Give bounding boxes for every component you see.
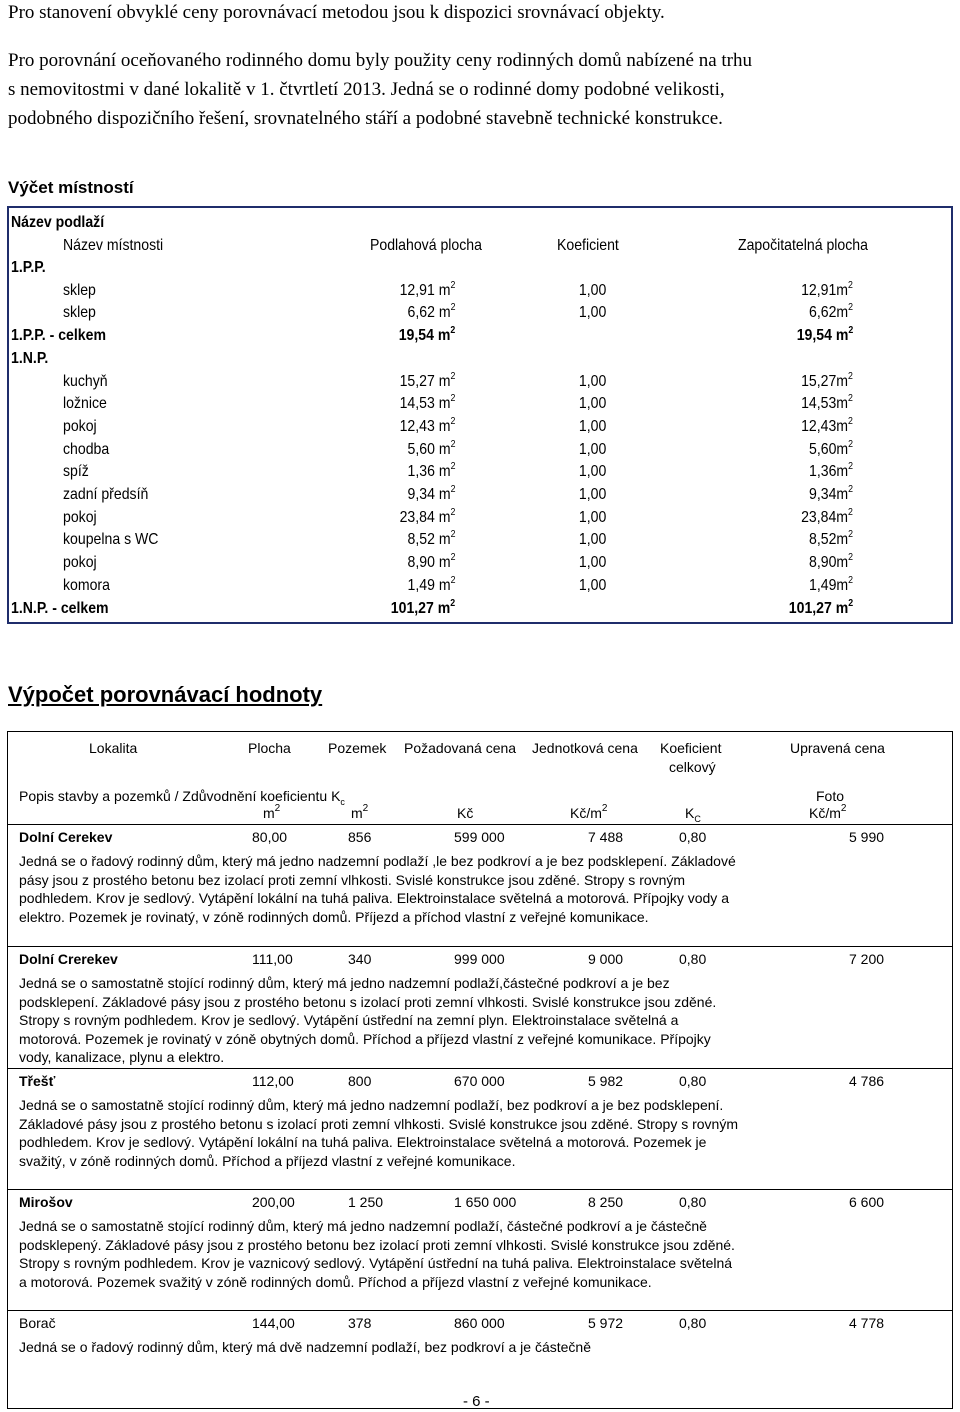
exponent: 2 — [848, 438, 853, 450]
room-coefficient: 1,00 — [578, 554, 607, 572]
value: 15,27 m — [399, 372, 451, 390]
room-counted-area — [809, 304, 853, 322]
col-plocha: Plocha — [248, 740, 291, 756]
exponent: 2 — [450, 574, 455, 586]
room-area — [399, 279, 455, 300]
row-divider — [8, 1189, 952, 1190]
exponent: 2 — [848, 484, 853, 495]
unit-kcm-jednotkova: $Kč/m^2$ — [570, 803, 608, 821]
floor-header: Název podlaží — [11, 214, 105, 231]
value: 19,54 m — [796, 327, 849, 345]
room-area — [399, 395, 455, 413]
value: 9,34 m — [407, 486, 451, 503]
unit-kc: Kč — [457, 805, 474, 821]
value: 19,54 m — [398, 327, 451, 345]
value: 15,27m — [801, 372, 849, 390]
col-foto: Foto — [816, 788, 845, 804]
exponent: 2 — [450, 552, 455, 564]
room-area — [399, 370, 455, 391]
rooms-table — [7, 206, 953, 624]
room-area — [407, 438, 455, 459]
row-plocha: 200,00 — [252, 1194, 295, 1210]
row-lokalita: Mirošov — [19, 1194, 73, 1210]
value: 5,60 m — [407, 440, 451, 458]
col-upravena-cena: Upravená cena — [790, 740, 885, 756]
row-koeficient: 0,80 — [679, 829, 707, 845]
row-upravena-cena: 5 990 — [849, 829, 885, 845]
row-upravena-cena: 4 786 — [849, 1073, 885, 1089]
room-coefficient: 1,00 — [578, 395, 607, 413]
row-pozadovana-cena: 860 000 — [454, 1315, 505, 1331]
room-area — [407, 304, 455, 322]
room-name: zadní předsíň — [63, 486, 149, 503]
row-jednotkova-cena: 5 982 — [588, 1073, 624, 1089]
floor-name: 1.N.P. — [11, 349, 49, 367]
value: 8,90m — [808, 554, 849, 572]
exponent: 2 — [848, 529, 853, 541]
room-coefficient: 1,00 — [578, 281, 607, 299]
col-pozemek: Pozemek — [328, 740, 387, 756]
exponent: 2 — [450, 597, 455, 609]
room-area — [399, 415, 455, 436]
col-lokalita: Lokalita — [89, 740, 138, 756]
row-lokalita: Třešť — [19, 1073, 56, 1089]
value: 23,84 m — [399, 508, 451, 526]
exponent: 2 — [848, 393, 853, 405]
row-jednotkova-cena: 9 000 — [588, 951, 624, 967]
comparison-heading: Výpočet porovnávací hodnoty — [8, 682, 323, 707]
exponent: 2 — [450, 506, 455, 518]
row-koeficient: 0,80 — [679, 1315, 707, 1331]
row-divider — [8, 1310, 952, 1311]
exponent: 2 — [450, 325, 455, 337]
value: 23,84m — [801, 508, 849, 526]
exponent: 2 — [848, 461, 853, 473]
floor-total-counted — [796, 327, 853, 345]
value: 14,53 m — [399, 395, 451, 413]
row-lokalita: Borač — [19, 1315, 56, 1331]
row-pozemek: 378 — [348, 1315, 372, 1331]
exponent: 2 — [450, 484, 455, 495]
room-coefficient: 1,00 — [578, 417, 607, 435]
exponent: 2 — [450, 461, 455, 473]
room-coefficient: 1,00 — [578, 440, 607, 458]
row-jednotkova-cena: 8 250 — [588, 1194, 624, 1210]
row-divider — [8, 946, 952, 947]
row-pozemek: 856 — [348, 829, 372, 845]
room-area — [407, 554, 455, 572]
row-plocha: 111,00 — [252, 951, 293, 967]
row-upravena-cena: 7 200 — [849, 951, 885, 967]
room-name: chodba — [63, 440, 110, 458]
unit-plocha: $m^2$ — [263, 803, 281, 821]
floor-name: 1.P.P. — [11, 259, 46, 276]
intro-paragraph-2-line-2: s nemovitostmi v dané lokalitě v 1. čtvrtletí 2013. Jedná se o rodinné domy podobné velikosti, — [8, 79, 725, 100]
value: 12,43m — [801, 417, 849, 435]
room-area — [399, 506, 455, 527]
room-name: ložnice — [63, 395, 107, 413]
row-lokalita: Dolní Cerekev — [19, 829, 113, 845]
exponent: 2 — [450, 438, 455, 450]
room-counted-area — [809, 531, 853, 549]
col-jednotkova-cena: Jednotková cena — [532, 740, 638, 756]
exponent: 2 — [450, 529, 455, 541]
row-divider — [8, 1068, 952, 1069]
room-counted-area — [801, 506, 853, 527]
header-divider — [8, 824, 952, 825]
exponent: 2 — [848, 325, 853, 337]
room-coefficient: 1,00 — [578, 463, 607, 481]
row-description: Jedná se o samostatně stojící rodinný dům, který má jedno nadzemní podlaží,částečné podkroví a je bez podsklepení. Základové pásy jsou z prostého betonu s izolací proti zemní vlhkosti. Svislé konstrukce jsou zděné. Stropy s rovným podhledem. Krov je sedlový. Vytápění ústřední na zemní plyn. Elektroinstalace světelná a motorová. Pozemek je rovinatý v zóně obytných domů. Příchod a příjezd vlastní z veřejné komunikace. Přípojky vody, kanalizace, plynu a elektro. — [19, 975, 717, 1065]
row-koeficient: 0,80 — [679, 1073, 707, 1089]
room-area — [407, 531, 455, 549]
room-counted-area — [809, 554, 853, 572]
room-coefficient: 1,00 — [578, 576, 607, 594]
value: 1,36 m — [407, 463, 451, 481]
floor-total-area — [398, 327, 455, 345]
comparison-table — [7, 731, 953, 1409]
value: 1,49 m — [407, 576, 451, 594]
rooms-heading: Výčet místností — [8, 178, 134, 197]
value: 8,52m — [808, 531, 849, 549]
room-coefficient: 1,00 — [578, 531, 607, 549]
row-lokalita: Dolní Crerekev — [19, 951, 118, 967]
room-coefficient: 1,00 — [578, 304, 607, 322]
exponent: 2 — [848, 552, 853, 564]
row-plocha: 80,00 — [252, 829, 288, 845]
row-pozadovana-cena: 999 000 — [454, 951, 505, 967]
col-counted-area: Započitatelná plocha — [738, 237, 868, 254]
row-pozemek: 340 — [348, 951, 372, 967]
room-counted-area — [808, 574, 853, 595]
room-name: komora — [63, 576, 110, 594]
row-pozadovana-cena: 599 000 — [454, 829, 505, 845]
row-description: Jedná se o řadový rodinný dům, který má jedno nadzemní podlaží ,le bez podkroví a je bez podsklepení. Základové pásy jsou z prostého betonu bez izolací proti zemní vlhkosti. Svislé konstrukce jsou zděné. Stropy s rovným podhledem. Krov je sedlový. Vytápění lokální na tuhá paliva. Elektroinstalace světelná a motorová. Přípojky vody a elektro. Pozemek je rovinatý, v zóně rodinných domů. Příjezd a příchod vlastní z veřejné komunikace. — [19, 853, 736, 925]
row-jednotkova-cena: 5 972 — [588, 1315, 624, 1331]
floor-total-area — [390, 597, 455, 618]
value: 101,27 m — [390, 599, 451, 617]
value: 12,91 m — [399, 281, 451, 299]
room-area — [407, 486, 455, 504]
exponent: 2 — [450, 393, 455, 405]
room-counted-area — [801, 370, 853, 391]
row-upravena-cena: 4 778 — [849, 1315, 885, 1331]
col-koeficient: Koeficient — [660, 740, 722, 756]
room-name: pokoj — [63, 554, 97, 572]
col-floor-area: Podlahová plocha — [370, 237, 482, 254]
room-counted-area — [808, 438, 853, 459]
value: 8,90 m — [407, 554, 451, 572]
exponent: 2 — [450, 415, 455, 427]
room-name: pokoj — [63, 417, 97, 435]
room-area — [407, 574, 455, 595]
row-pozadovana-cena: 1 650 000 — [454, 1194, 517, 1210]
room-name: kuchyň — [63, 372, 108, 390]
col-popis: Popis stavby a pozemků / Zdůvodnění koeficientu $K_c$ — [19, 788, 345, 807]
row-jednotkova-cena: 7 488 — [588, 829, 624, 845]
exponent: 2 — [848, 597, 853, 609]
floor-total-label: 1.N.P. - celkem — [11, 599, 109, 617]
room-coefficient: 1,00 — [578, 508, 607, 526]
unit-pozemek: $m^2$ — [351, 803, 369, 821]
exponent: 2 — [450, 302, 455, 314]
row-koeficient: 0,80 — [679, 951, 707, 967]
row-description: Jedná se o samostatně stojící rodinný dům, který má jedno nadzemní podlaží, bez podkroví a je bez podsklepení. Základové pásy jsou z prostého betonu s izolací proti zemní vlhkosti. Svislé konstrukce jsou zděné. Stropy s rovným podhledem. Krov je sedlový. Vytápění lokální na tuhá paliva. Elektroinstalace světelná a motorová. Pozemek je svažitý, v zóně rodinných domů. Příchod a příjezd vlastní z veřejné komunikace. — [19, 1097, 739, 1169]
row-plocha: 112,00 — [252, 1073, 294, 1089]
room-name: pokoj — [63, 508, 97, 526]
value: 6,62m — [808, 304, 849, 322]
room-name: sklep — [63, 304, 96, 322]
value: 8,52 m — [407, 531, 451, 549]
exponent: 2 — [848, 370, 853, 382]
exponent: 2 — [848, 574, 853, 586]
value: 1,36m — [808, 463, 849, 481]
exponent: 2 — [450, 279, 455, 291]
row-description: Jedná se o samostatně stojící rodinný dům, který má jedno nadzemní podlaží, částečné podkroví a je částečně podsklepený. Základové pásy jsou z prostého betonu bez izolací proti zemní vlhkosti. Svislé konstrukce jsou zděné. Stropy s rovným podhledem. Krov je vaznicový sedlový. Vytápění ústřední na tuhá paliva. Elektroinstalace světelná a motorová. Pozemek svažitý v zóně rodinných domů. Příchod a příjezd vlastní z veřejné komunikace. — [19, 1218, 735, 1290]
col-room-name: Název místnosti — [63, 237, 164, 254]
value: 12,91m — [801, 281, 849, 299]
value: 1,49m — [808, 576, 849, 594]
row-description: Jedná se o řadový rodinný dům, který má dvě nadzemní podlaží, bez podkroví a je částečně — [19, 1339, 591, 1355]
room-counted-area — [801, 395, 853, 413]
exponent: 2 — [848, 506, 853, 518]
intro-paragraph-1: Pro stanovení obvyklé ceny porovnávací metodou jsou k dispozici srovnávací objekty. — [8, 2, 665, 23]
col-koeficient-line2: celkový — [669, 759, 716, 775]
value: 6,62 m — [407, 304, 451, 322]
room-name: sklep — [63, 281, 96, 299]
row-plocha: 144,00 — [252, 1315, 295, 1331]
row-koeficient: 0,80 — [679, 1194, 707, 1210]
value: 14,53m — [801, 395, 849, 413]
intro-paragraph-2-line-1: Pro porovnání oceňovaného rodinného domu byly použity ceny rodinných domů nabízené na trhu — [8, 50, 752, 71]
room-counted-area — [801, 415, 853, 436]
value: 101,27 m — [788, 599, 849, 617]
exponent: 2 — [848, 415, 853, 427]
exponent: 2 — [848, 302, 853, 314]
exponent: 2 — [450, 370, 455, 382]
room-counted-area — [809, 463, 853, 481]
col-pozadovana-cena: Požadovaná cena — [404, 740, 517, 756]
value: 5,60m — [808, 440, 849, 458]
row-pozemek: 800 — [348, 1073, 372, 1089]
row-pozemek: 1 250 — [348, 1194, 384, 1210]
value: 9,34m — [808, 486, 849, 503]
col-coefficient: Koeficient — [557, 237, 619, 254]
room-area — [407, 463, 455, 481]
room-counted-area — [809, 486, 853, 504]
room-counted-area — [801, 279, 853, 300]
room-name: koupelna s WC — [63, 531, 159, 549]
room-name: spíž — [63, 463, 89, 481]
value: 12,43 m — [399, 417, 451, 435]
floor-total-label: 1.P.P. - celkem — [11, 327, 106, 345]
unit-kcm-upravena: $Kč/m^2$ — [809, 803, 847, 821]
room-coefficient: 1,00 — [578, 372, 607, 390]
row-pozadovana-cena: 670 000 — [454, 1073, 505, 1089]
row-upravena-cena: 6 600 — [849, 1194, 885, 1210]
unit-kc-koef: $K_C$ — [685, 805, 701, 824]
page-number: - 6 - — [463, 1393, 490, 1410]
exponent: 2 — [848, 279, 853, 291]
floor-total-counted — [788, 597, 853, 618]
room-coefficient: 1,00 — [578, 486, 607, 503]
intro-paragraph-2-line-3: podobného dispozičního řešení, srovnatelného stáří a podobné stavebně technické konstrukce. — [8, 108, 723, 129]
